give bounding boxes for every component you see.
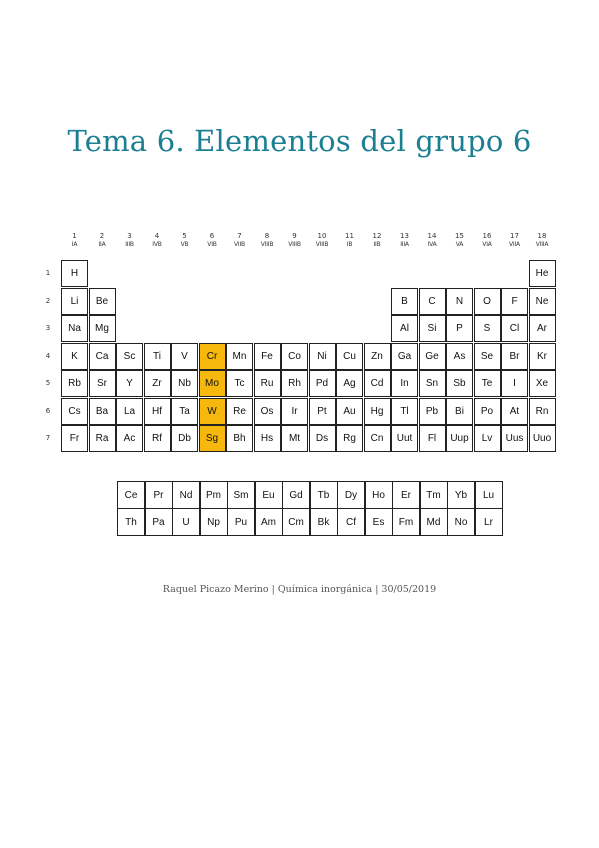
- element-cell-sm: Sm: [227, 481, 255, 509]
- group-header: [391, 232, 418, 248]
- group-number: 4: [154, 232, 160, 240]
- element-cell-tb: Tb: [310, 481, 338, 509]
- element-cell-sg: Sg: [199, 425, 226, 452]
- element-cell-ac: Ac: [116, 425, 143, 452]
- page-footer: Raquel Picazo Merino | Química inorgánica | 30/05/2019: [162, 584, 437, 595]
- element-cell-th: Th: [117, 508, 145, 536]
- element-cell-au: Au: [336, 398, 363, 425]
- element-cell-fr: Fr: [61, 425, 88, 452]
- element-cell-pt: Pt: [309, 398, 336, 425]
- element-cell-zn: Zn: [364, 343, 391, 370]
- group-label: IA: [71, 241, 78, 248]
- group-label: IB: [346, 241, 353, 248]
- element-cell-uup: Uup: [446, 425, 473, 452]
- period-number: 3: [45, 324, 51, 332]
- element-cell-uuo: Uuo: [529, 425, 556, 452]
- period-number: 1: [45, 269, 51, 277]
- element-cell-er: Er: [392, 481, 420, 509]
- group-header: [419, 232, 446, 248]
- element-cell-ar: Ar: [529, 315, 556, 342]
- element-cell-kr: Kr: [529, 343, 556, 370]
- group-number: 16: [482, 232, 492, 240]
- element-cell-ce: Ce: [117, 481, 145, 509]
- element-cell-fe: Fe: [254, 343, 281, 370]
- group-label: IIA: [98, 241, 106, 248]
- element-cell-si: Si: [419, 315, 446, 342]
- element-cell-bk: Bk: [310, 508, 338, 536]
- element-cell-cr: Cr: [199, 343, 226, 370]
- element-cell-ra: Ra: [89, 425, 116, 452]
- element-cell-no: No: [447, 508, 475, 536]
- group-number: 6: [209, 232, 215, 240]
- group-number: 2: [99, 232, 105, 240]
- element-cell-uus: Uus: [501, 425, 528, 452]
- group-header: [89, 232, 116, 248]
- element-cell-ho: Ho: [365, 481, 393, 509]
- element-cell-co: Co: [281, 343, 308, 370]
- element-cell-o: O: [474, 288, 501, 315]
- group-header: [116, 232, 143, 248]
- group-header: [254, 232, 281, 248]
- group-number: 11: [345, 232, 354, 240]
- group-header: [446, 232, 473, 248]
- element-cell-ru: Ru: [254, 370, 281, 397]
- group-number: 17: [510, 232, 519, 240]
- element-cell-md: Md: [420, 508, 448, 536]
- element-cell-b: B: [391, 288, 418, 315]
- group-header: [199, 232, 226, 248]
- element-cell-gd: Gd: [282, 481, 310, 509]
- element-cell-rn: Rn: [529, 398, 556, 425]
- element-cell-es: Es: [365, 508, 393, 536]
- group-header: [61, 232, 88, 248]
- element-cell-zr: Zr: [144, 370, 171, 397]
- element-cell-po: Po: [474, 398, 501, 425]
- element-cell-s: S: [474, 315, 501, 342]
- element-cell-cd: Cd: [364, 370, 391, 397]
- element-cell-pm: Pm: [200, 481, 228, 509]
- element-cell-cf: Cf: [337, 508, 365, 536]
- element-cell-hf: Hf: [144, 398, 171, 425]
- period-number: 4: [45, 351, 51, 360]
- element-cell-tc: Tc: [226, 370, 253, 397]
- group-label: IIIB: [125, 241, 134, 248]
- element-cell-xe: Xe: [529, 370, 556, 397]
- element-cell-v: V: [171, 343, 198, 370]
- element-cell-am: Am: [255, 508, 283, 536]
- group-label: VA: [455, 241, 464, 248]
- group-header: [309, 232, 336, 248]
- group-label: VIB: [207, 241, 217, 248]
- element-cell-br: Br: [501, 343, 528, 370]
- element-cell-ne: Ne: [529, 288, 556, 315]
- group-label: IIIA: [400, 241, 409, 248]
- element-cell-sc: Sc: [116, 343, 143, 370]
- element-cell-la: La: [116, 398, 143, 425]
- element-cell-hs: Hs: [254, 425, 281, 452]
- group-header: [281, 232, 308, 248]
- group-header: [529, 232, 556, 248]
- group-header: [144, 232, 171, 248]
- group-number: 3: [127, 232, 132, 240]
- element-cell-hg: Hg: [364, 398, 391, 425]
- element-cell-ba: Ba: [89, 398, 116, 425]
- element-cell-tl: Tl: [391, 398, 418, 425]
- group-number: 8: [264, 232, 270, 240]
- element-cell-sn: Sn: [419, 370, 446, 397]
- element-cell-li: Li: [61, 288, 88, 315]
- element-cell-w: W: [199, 398, 226, 425]
- element-cell-db: Db: [171, 425, 198, 452]
- group-number: 9: [292, 232, 297, 240]
- element-cell-p: P: [446, 315, 473, 342]
- period-number: 5: [45, 379, 51, 387]
- element-cell-bi: Bi: [446, 398, 473, 425]
- element-cell-ga: Ga: [391, 343, 418, 370]
- element-cell-c: C: [419, 288, 446, 315]
- group-label: VIIB: [234, 241, 245, 248]
- group-label: IIB: [373, 241, 381, 248]
- element-cell-sb: Sb: [446, 370, 473, 397]
- group-label: IVA: [427, 241, 437, 248]
- element-cell-cl: Cl: [501, 315, 528, 342]
- element-cell-ti: Ti: [144, 343, 171, 370]
- group-header: [171, 232, 198, 248]
- element-cell-cn: Cn: [364, 425, 391, 452]
- element-cell-mn: Mn: [226, 343, 253, 370]
- element-cell-ta: Ta: [171, 398, 198, 425]
- element-cell-u: U: [172, 508, 200, 536]
- element-cell-mo: Mo: [199, 370, 226, 397]
- element-cell-yb: Yb: [447, 481, 475, 509]
- element-cell-pu: Pu: [227, 508, 255, 536]
- element-cell-np: Np: [200, 508, 228, 536]
- element-cell-ir: Ir: [281, 398, 308, 425]
- period-number: 6: [45, 406, 51, 415]
- group-number: 1: [72, 232, 77, 240]
- group-number: 5: [182, 232, 187, 240]
- group-number: 7: [237, 232, 242, 240]
- element-cell-re: Re: [226, 398, 253, 425]
- element-cell-as: As: [446, 343, 473, 370]
- element-cell-ni: Ni: [309, 343, 336, 370]
- group-number: 12: [372, 232, 382, 240]
- element-cell-al: Al: [391, 315, 418, 342]
- period-number: 2: [45, 296, 51, 305]
- group-label: VIA: [482, 241, 492, 248]
- group-header: [336, 232, 363, 248]
- element-cell-he: He: [529, 260, 556, 287]
- element-cell-i: I: [501, 370, 528, 397]
- element-cell-mg: Mg: [89, 315, 116, 342]
- element-cell-sr: Sr: [89, 370, 116, 397]
- element-cell-mt: Mt: [281, 425, 308, 452]
- group-header: [474, 232, 501, 248]
- element-cell-ag: Ag: [336, 370, 363, 397]
- group-header: [364, 232, 391, 248]
- element-cell-cs: Cs: [61, 398, 88, 425]
- element-cell-rh: Rh: [281, 370, 308, 397]
- element-cell-h: H: [61, 260, 88, 287]
- element-cell-n: N: [446, 288, 473, 315]
- group-label: IVB: [152, 241, 162, 248]
- group-label: VIIIB: [315, 241, 329, 248]
- element-cell-pr: Pr: [145, 481, 173, 509]
- element-cell-ds: Ds: [309, 425, 336, 452]
- element-cell-ge: Ge: [419, 343, 446, 370]
- element-cell-rb: Rb: [61, 370, 88, 397]
- page-title: Tema 6. Elementos del grupo 6: [67, 124, 532, 158]
- element-cell-be: Be: [89, 288, 116, 315]
- element-cell-tm: Tm: [420, 481, 448, 509]
- element-cell-y: Y: [116, 370, 143, 397]
- element-cell-se: Se: [474, 343, 501, 370]
- element-cell-uut: Uut: [391, 425, 418, 452]
- element-cell-nd: Nd: [172, 481, 200, 509]
- group-label: VIIIA: [535, 241, 549, 248]
- group-number: 10: [317, 232, 327, 240]
- element-cell-bh: Bh: [226, 425, 253, 452]
- element-cell-na: Na: [61, 315, 88, 342]
- element-cell-cu: Cu: [336, 343, 363, 370]
- element-cell-rf: Rf: [144, 425, 171, 452]
- element-cell-cm: Cm: [282, 508, 310, 536]
- element-cell-lr: Lr: [475, 508, 503, 536]
- element-cell-pa: Pa: [145, 508, 173, 536]
- element-cell-os: Os: [254, 398, 281, 425]
- group-number: 15: [455, 232, 464, 240]
- group-header: [501, 232, 528, 248]
- element-cell-pb: Pb: [419, 398, 446, 425]
- period-number: 7: [45, 434, 51, 442]
- element-cell-f: F: [501, 288, 528, 315]
- element-cell-fm: Fm: [392, 508, 420, 536]
- group-number: 14: [427, 232, 437, 240]
- element-cell-lu: Lu: [475, 481, 503, 509]
- element-cell-in: In: [391, 370, 418, 397]
- element-cell-lv: Lv: [474, 425, 501, 452]
- element-cell-nb: Nb: [171, 370, 198, 397]
- group-header: [226, 232, 253, 248]
- element-cell-eu: Eu: [255, 481, 283, 509]
- element-cell-dy: Dy: [337, 481, 365, 509]
- element-cell-k: K: [61, 343, 88, 370]
- group-label: VIIIB: [260, 241, 274, 248]
- group-number: 18: [537, 232, 547, 240]
- element-cell-pd: Pd: [309, 370, 336, 397]
- element-cell-at: At: [501, 398, 528, 425]
- element-cell-ca: Ca: [89, 343, 116, 370]
- group-label: VB: [180, 241, 189, 248]
- group-number: 13: [400, 232, 409, 240]
- element-cell-te: Te: [474, 370, 501, 397]
- element-cell-rg: Rg: [336, 425, 363, 452]
- group-label: VIIA: [509, 241, 520, 248]
- element-cell-fl: Fl: [419, 425, 446, 452]
- group-label: VIIIB: [288, 241, 301, 248]
